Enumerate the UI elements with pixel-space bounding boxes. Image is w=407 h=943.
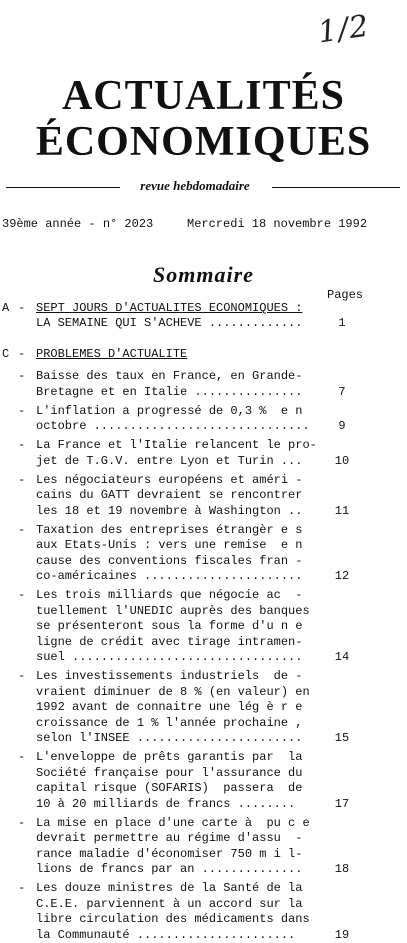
left-rule bbox=[6, 187, 120, 188]
entry-dash: - bbox=[18, 369, 25, 383]
entry-line: lions de francs par an .............. bbox=[36, 862, 302, 878]
entry-line: L'enveloppe de prêts garantis par la bbox=[36, 750, 302, 766]
section-c-title: PROBLEMES D'ACTUALITE bbox=[36, 347, 187, 363]
entry-line: La mise en place d'une carte à pu c e bbox=[36, 816, 310, 832]
issue-number: 39ème année - n° 2023 bbox=[2, 217, 153, 231]
entry-line: se présenteront sous la forme d'u n e bbox=[36, 619, 302, 635]
section-a-page: 1 bbox=[327, 316, 357, 330]
entry-line: jet de T.G.V. entre Lyon et Turin ... bbox=[36, 454, 302, 470]
entry-line: Baisse des taux en France, en Grande- bbox=[36, 369, 302, 385]
entry-line: Les trois milliards que négocie ac - bbox=[36, 588, 302, 604]
entry-line: les 18 et 19 novembre à Washington .. bbox=[36, 504, 302, 520]
section-a-letter: A bbox=[2, 301, 9, 315]
entry-line: octobre .............................. bbox=[36, 419, 310, 435]
section-c-dash: - bbox=[18, 347, 25, 361]
entry-dash: - bbox=[18, 881, 25, 895]
entry-line: L'inflation a progressé de 0,3 % e n bbox=[36, 404, 302, 420]
entry-line: libre circulation des médicaments dans bbox=[36, 912, 310, 928]
entry-line: devrait permettre au régime d'assu - bbox=[36, 831, 302, 847]
entry-page-number: 7 bbox=[327, 385, 357, 399]
section-a-dash: - bbox=[18, 301, 25, 315]
section-c-letter: C bbox=[2, 347, 9, 361]
section-a-title-line1: SEPT JOURS D'ACTUALITES ECONOMIQUES : bbox=[36, 301, 302, 317]
entry-line: C.E.E. parviennent à un accord sur la bbox=[36, 897, 302, 913]
entry-dash: - bbox=[18, 588, 25, 602]
journal-title-line1: ACTUALITÉS bbox=[0, 72, 407, 120]
entry-line: capital risque (SOFARIS) passera de bbox=[36, 781, 302, 797]
entry-line: co-américaines ...................... bbox=[36, 569, 302, 585]
entry-page-number: 12 bbox=[327, 569, 357, 583]
entry-dash: - bbox=[18, 473, 25, 487]
entry-line: croissance de 1 % l'année prochaine , bbox=[36, 716, 302, 732]
handwritten-page-note: 1/2 bbox=[316, 9, 372, 51]
entry-line: Taxation des entreprises étrangèr e s bbox=[36, 523, 302, 539]
entry-line: Société française pour l'assurance du bbox=[36, 766, 302, 782]
entry-line: selon l'INSEE ....................... bbox=[36, 731, 302, 747]
entry-line: 1992 avant de connaitre une lég è r e bbox=[36, 700, 302, 716]
entry-page-number: 17 bbox=[327, 797, 357, 811]
entry-line: La France et l'Italie relancent le pro- bbox=[36, 438, 317, 454]
right-rule bbox=[272, 187, 400, 188]
entry-page-number: 11 bbox=[327, 504, 357, 518]
entry-dash: - bbox=[18, 438, 25, 452]
entry-line: Les douze ministres de la Santé de la bbox=[36, 881, 302, 897]
issue-date: Mercredi 18 novembre 1992 bbox=[187, 217, 367, 231]
entry-line: aux Etats-Unis : vers une remise e n bbox=[36, 538, 302, 554]
entry-line: cains du GATT devraient se rencontrer bbox=[36, 488, 302, 504]
entry-line: vraient diminuer de 8 % (en valeur) en bbox=[36, 685, 310, 701]
entry-page-number: 9 bbox=[327, 419, 357, 433]
entry-line: Bretagne et en Italie ............... bbox=[36, 385, 302, 401]
entry-line: Les investissements industriels de - bbox=[36, 669, 302, 685]
sommaire-heading: Sommaire bbox=[0, 262, 407, 288]
pages-column-header: Pages bbox=[327, 288, 363, 302]
entry-line: cause des conventions fiscales fran - bbox=[36, 554, 302, 570]
entry-dash: - bbox=[18, 523, 25, 537]
entry-dash: - bbox=[18, 669, 25, 683]
entry-page-number: 15 bbox=[327, 731, 357, 745]
entry-line: 10 à 20 milliards de francs ........ bbox=[36, 797, 295, 813]
entry-dash: - bbox=[18, 750, 25, 764]
journal-subtitle: revue hebdomadaire bbox=[120, 178, 270, 194]
journal-title-line2: ÉCONOMIQUES bbox=[0, 118, 407, 166]
entry-line: ligne de crédit avec tirage intramen- bbox=[36, 635, 302, 651]
section-a-title-line2: LA SEMAINE QUI S'ACHEVE ............. bbox=[36, 316, 302, 332]
entry-dash: - bbox=[18, 404, 25, 418]
entry-line: Les négociateurs européens et améri - bbox=[36, 473, 302, 489]
entry-page-number: 14 bbox=[327, 650, 357, 664]
entry-page-number: 19 bbox=[327, 928, 357, 942]
entry-line: tuellement l'UNEDIC auprès des banques bbox=[36, 604, 310, 620]
entry-line: la Communauté ...................... bbox=[36, 928, 295, 943]
entry-page-number: 10 bbox=[327, 454, 357, 468]
entry-line: rance maladie d'économiser 750 m i l- bbox=[36, 847, 302, 863]
entry-page-number: 18 bbox=[327, 862, 357, 876]
entry-dash: - bbox=[18, 816, 25, 830]
entry-line: suel ................................ bbox=[36, 650, 302, 666]
